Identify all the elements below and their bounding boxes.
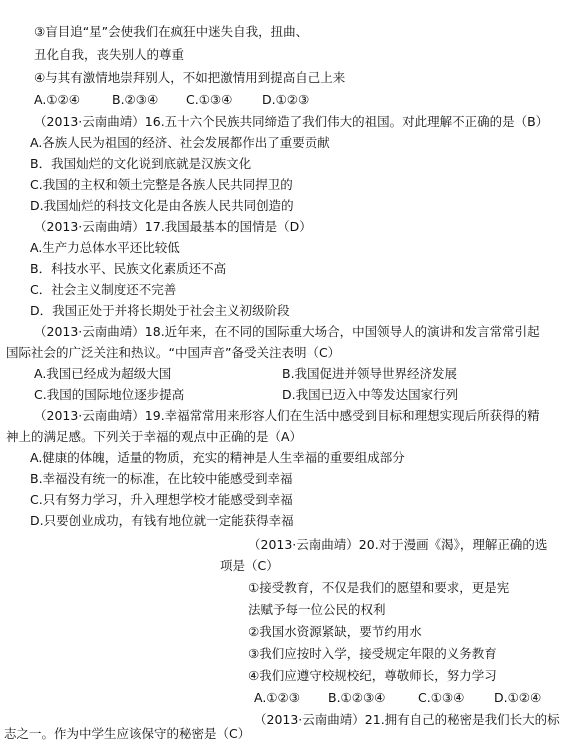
q18-option-b: B.我国促进并领导世界经济发展 (282, 366, 458, 381)
q18-option-a: A.我国已经成为超级大国 (34, 366, 172, 381)
q15-option-b: B.②③④ (112, 92, 159, 107)
q16-stem: （2013·云南曲靖）16.五十六个民族共同缔造了我们伟大的祖国。对此理解不正确的是（B） (34, 114, 549, 129)
q17-option-b: B．科技水平、民族文化素质还不高 (30, 261, 227, 276)
q15-option-c: C.①③④ (186, 92, 233, 107)
q16-option-b: B．我国灿烂的文化说到底就是汉族文化 (30, 156, 252, 171)
q19-stem-line1: （2013·云南曲靖）19.幸福常常用来形容人们在生活中感受到目标和理想实现后所获得的精 (34, 408, 540, 423)
q19-option-b: B.幸福没有统一的标准，在比较中能感受到幸福 (30, 471, 293, 486)
q20-item4: ④我们应遵守校规校纪，尊敬师长，努力学习 (248, 668, 497, 683)
q17-stem: （2013·云南曲靖）17.我国最基本的国情是（D） (34, 219, 312, 234)
q20-option-b: B.①②③④ (328, 690, 386, 705)
q20-option-d: D.①②④ (494, 690, 542, 705)
q15-option-d: D.①②③ (262, 92, 310, 107)
q19-option-d: D.只要创业成功，有钱有地位就一定能获得幸福 (30, 513, 294, 528)
q17-option-a: A.生产力总体水平还比较低 (30, 240, 180, 255)
q17-option-c: C．社会主义制度还不完善 (30, 282, 177, 297)
q18-stem-line2: 国际社会的广泛关注和热议。“中国声音”备受关注表明（C） (6, 345, 341, 360)
q15-options (34, 92, 309, 108)
q20-item1-line1: ①接受教育，不仅是我们的愿望和要求，更是宪 (248, 580, 510, 595)
q15-item3-line1: ③盲目追“星”会使我们在疯狂中迷失自我，扭曲、 (34, 24, 309, 39)
q19-stem-line2: 神上的满足感。下列关于幸福的观点中正确的是（A） (6, 429, 303, 444)
q20-stem-line1: （2013·云南曲靖）20.对于漫画《渴》，理解正确的选 (248, 537, 548, 552)
q15-item4: ④与其有激情地崇拜别人，不如把激情用到提高自己上来 (34, 70, 346, 85)
q19-option-a: A.健康的体魄，适量的物质，充实的精神是人生幸福的重要组成部分 (30, 450, 405, 465)
q16-option-c: C.我国的主权和领土完整是各族人民共同捍卫的 (30, 177, 293, 192)
q17-option-d: D．我国正处于并将长期处于社会主义初级阶段 (30, 303, 290, 318)
q18-option-c: C.我国的国际地位逐步提高 (34, 387, 185, 402)
q20-item3: ③我们应按时入学，接受规定年限的义务教育 (248, 646, 497, 661)
q21-stem-line1: （2013·云南曲靖）21.拥有自己的秘密是我们长大的标 (254, 712, 560, 727)
q16-option-a: A.各族人民为祖国的经济、社会发展都作出了重要贡献 (30, 135, 330, 150)
q18-stem-line1: （2013·云南曲靖）18.近年来，在不同的国际重大场合，中国领导人的演讲和发言常常引起 (34, 324, 540, 339)
q20-stem-line2: 项是（C） (220, 558, 279, 573)
q20-item2: ②我国水资源紧缺，要节约用水 (248, 624, 422, 639)
q20-option-c: C.①③④ (418, 690, 465, 705)
q20-item1-line2: 法赋予每一位公民的权利 (248, 602, 386, 617)
q15-item3-line2: 丑化自我，丧失别人的尊重 (34, 47, 185, 62)
q20-option-a: A.①②③ (254, 690, 300, 705)
q18-option-d: D.我国已迈入中等发达国家行列 (282, 387, 459, 402)
q16-option-d: D.我国灿烂的科技文化是由各族人民共同创造的 (30, 198, 294, 213)
q20-options (254, 690, 541, 706)
q21-stem-line2: 志之一。作为中学生应该保守的秘密是（C） (4, 726, 251, 741)
q19-option-c: C.只有努力学习，升入理想学校才能感受到幸福 (30, 492, 293, 507)
q15-option-a: A.①②④ (34, 92, 80, 107)
